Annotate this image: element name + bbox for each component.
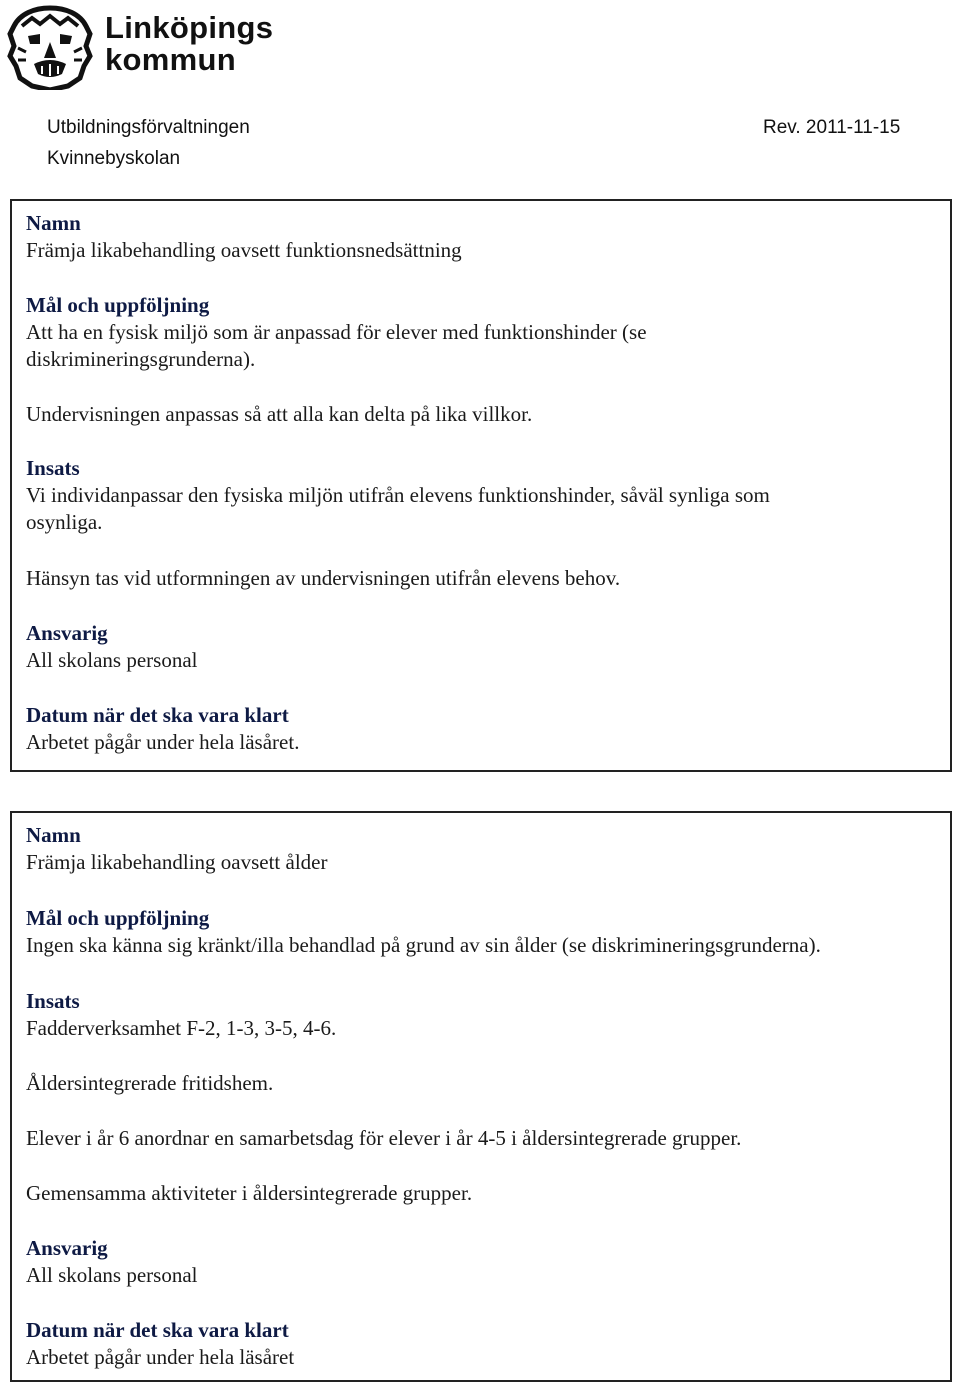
logo-text-line2: kommun [105,42,236,77]
responsible-heading: Ansvarig [26,621,108,645]
date-value: Arbetet pågår under hela läsåret [26,1345,295,1369]
plan-section-age [10,811,952,1382]
action-text-line: Elever i år 6 anordnar en samarbetsdag för elever i år 4-5 i åldersintegrerade grupper. [26,1126,742,1150]
logo-wordmark [105,12,273,76]
action-text-line: Åldersintegrerade fritidshem. [26,1071,274,1095]
revision-date: Rev. 2011-11-15 [763,117,901,138]
plan-section-disability [10,199,952,772]
action-text-line: osynliga. [26,510,103,534]
action-text-line: Fadderverksamhet F-2, 1-3, 3-5, 4-6. [26,1016,337,1040]
date-heading: Datum när det ska vara klart [26,1318,289,1342]
goal-heading: Mål och uppföljning [26,906,210,930]
action-text-line: Gemensamma aktiviteter i åldersintegrerade grupper. [26,1181,473,1205]
goal-text-line: diskrimineringsgrunderna). [26,347,256,371]
logo-text-line1: Linköpings [105,10,274,45]
action-heading: Insats [26,989,80,1013]
organization-name: Utbildningsförvaltningen [47,117,250,138]
school-name: Kvinnebyskolan [47,148,181,169]
name-value: Främja likabehandling oavsett ålder [26,850,328,874]
action-text-line: Vi individanpassar den fysiska miljön utifrån elevens funktionshinder, såväl synliga som [26,483,770,507]
name-heading: Namn [26,211,81,235]
name-value: Främja likabehandling oavsett funktionsnedsättning [26,238,462,262]
action-heading: Insats [26,456,80,480]
goal-heading: Mål och uppföljning [26,293,210,317]
responsible-value: All skolans personal [26,648,198,672]
date-heading: Datum när det ska vara klart [26,703,289,727]
name-heading: Namn [26,823,81,847]
municipality-logo [6,2,306,92]
goal-text-line: Att ha en fysisk miljö som är anpassad för elever med funktionshinder (se [26,320,647,344]
action-text-line: Hänsyn tas vid utformningen av undervisningen utifrån elevens behov. [26,566,621,590]
date-value: Arbetet pågår under hela läsåret. [26,730,300,754]
goal-text-line: Undervisningen anpassas så att alla kan delta på lika villkor. [26,402,533,426]
responsible-value: All skolans personal [26,1263,198,1287]
goal-text-line: Ingen ska känna sig kränkt/illa behandlad på grund av sin ålder (se diskrimineringsgrunderna). [26,933,821,957]
lion-head-logo-icon [6,4,94,90]
responsible-heading: Ansvarig [26,1236,108,1260]
